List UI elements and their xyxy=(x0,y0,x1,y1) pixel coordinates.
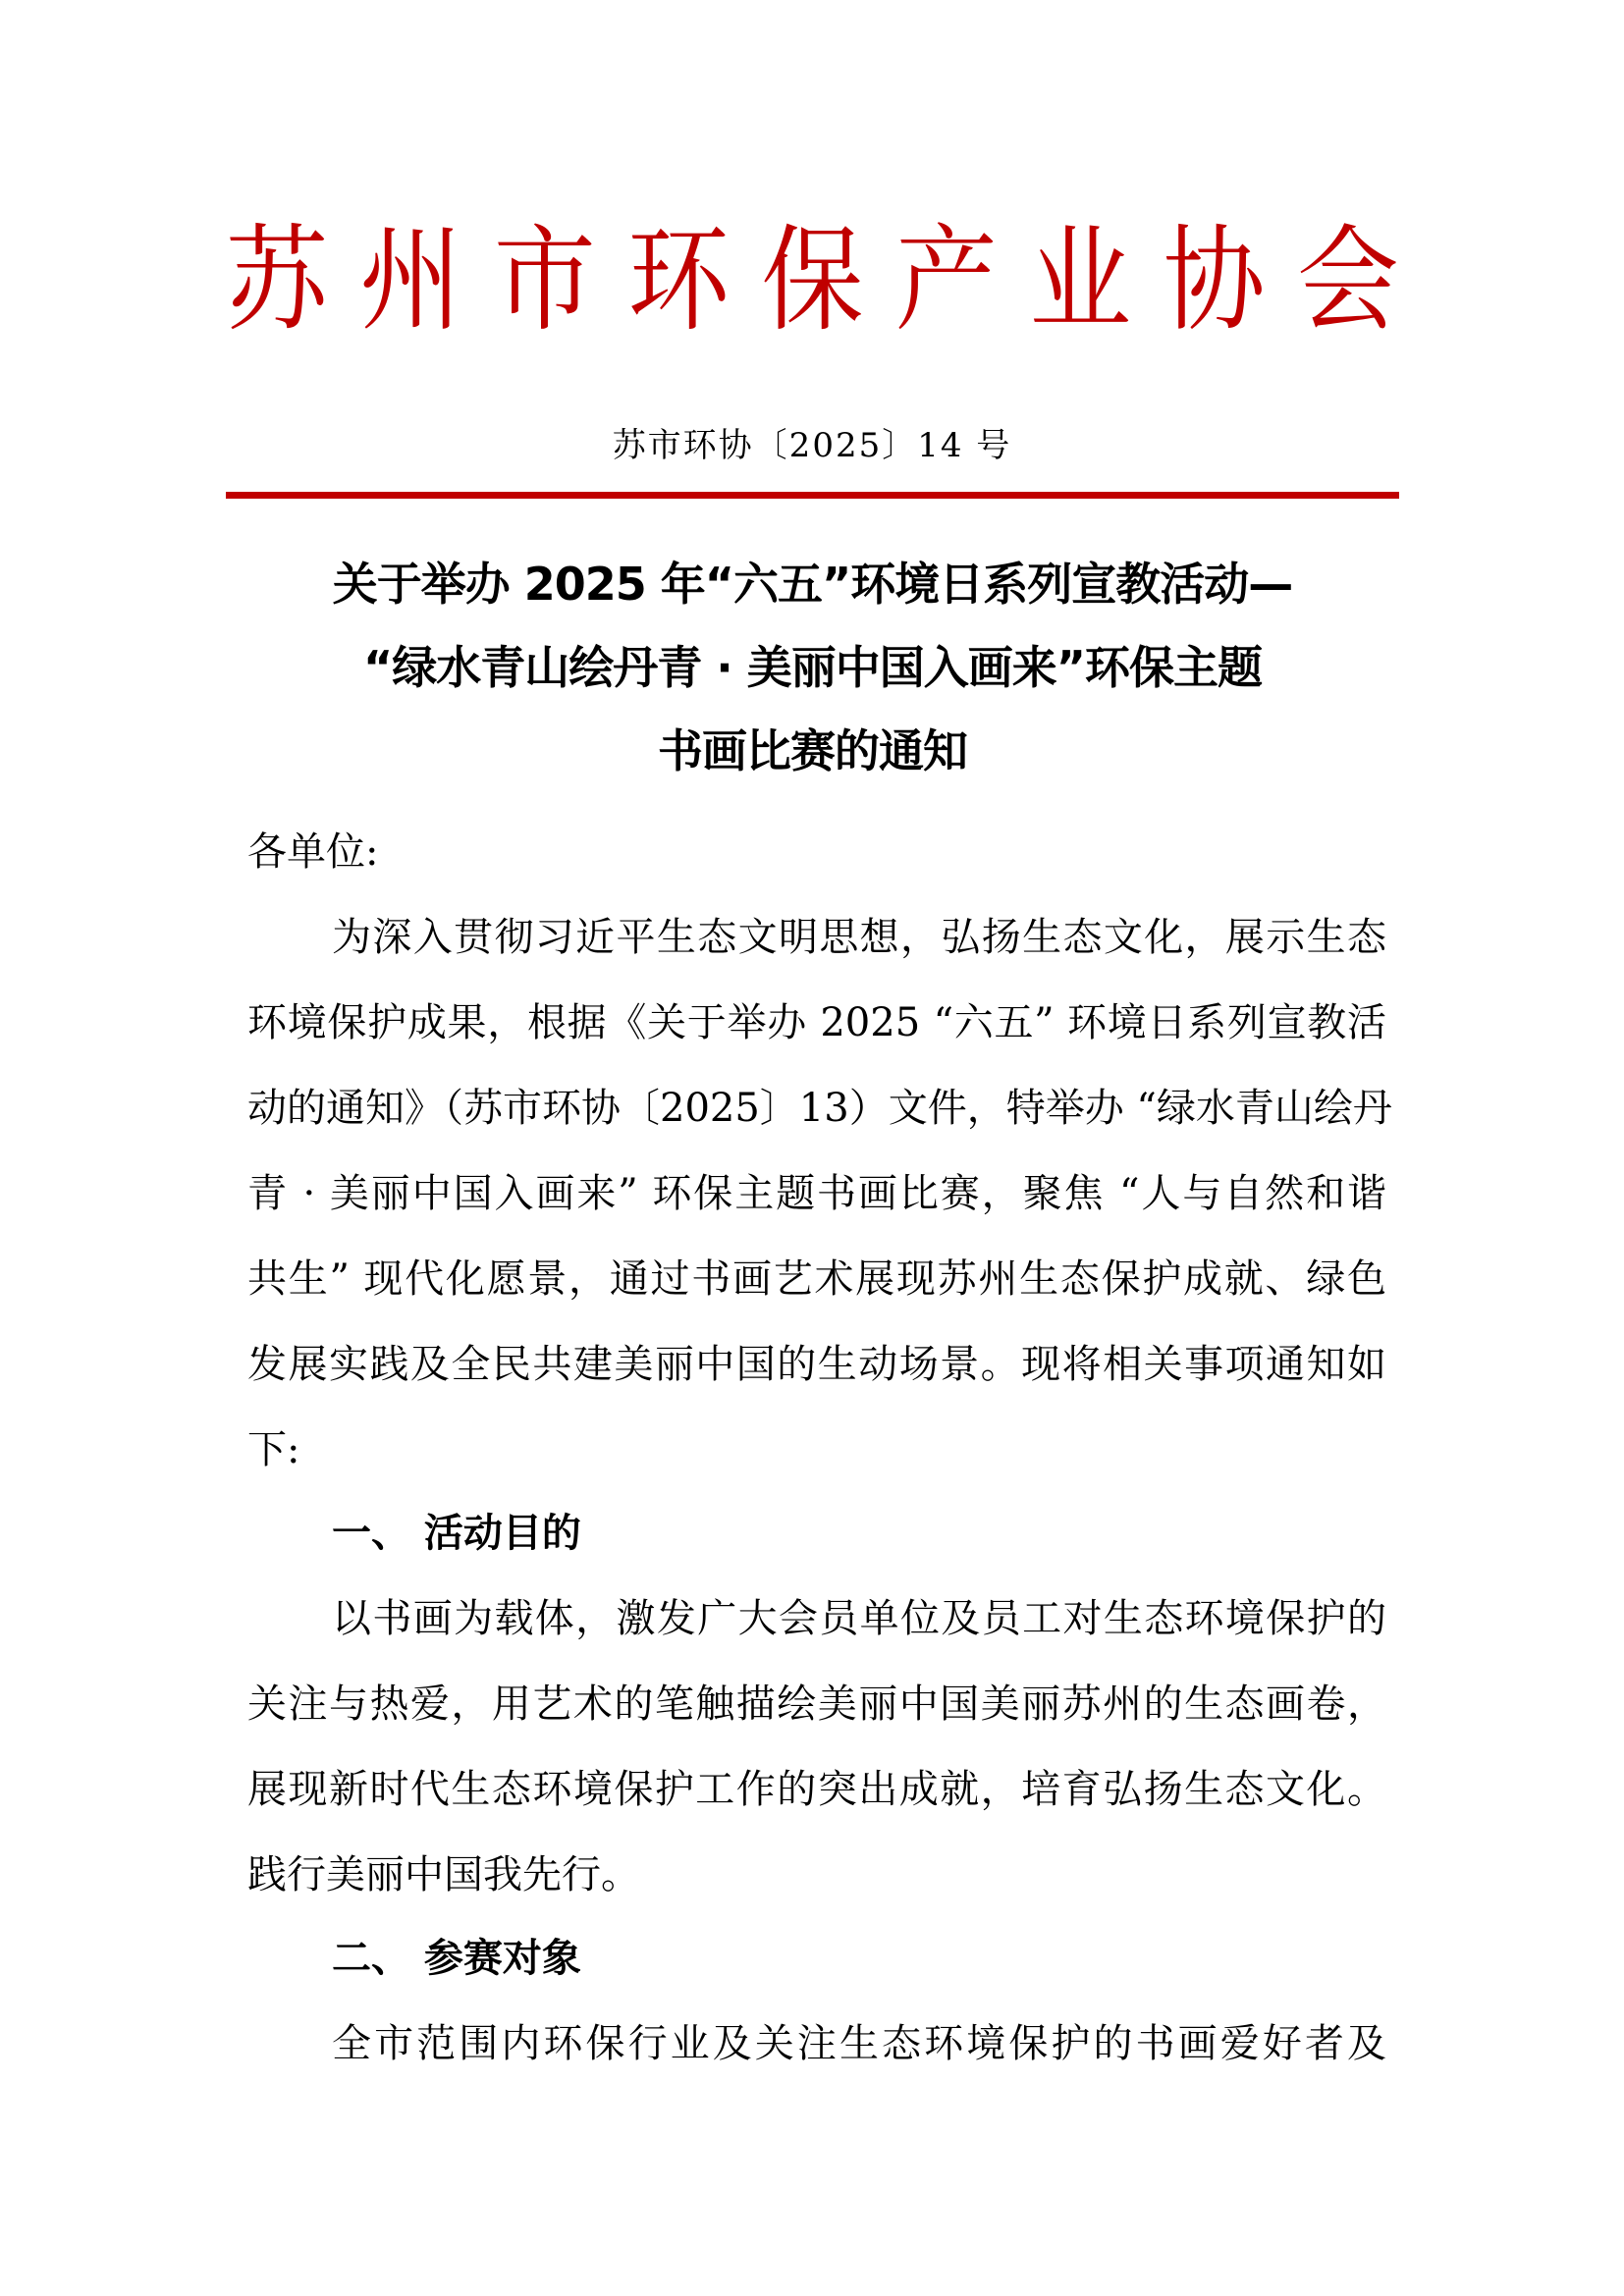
intro-paragraph-line: 共生” 现代化愿景，通过书画艺术展现苏州生态保护成就、绿色 xyxy=(247,1256,1386,1302)
organization-letterhead xyxy=(226,212,1399,347)
section-heading-participants: 二、 参赛对象 xyxy=(332,1936,581,1981)
letterhead-char: 州 xyxy=(359,212,462,347)
letterhead-char: 业 xyxy=(1029,212,1132,347)
section-paragraph-line: 践行美丽中国我先行。 xyxy=(247,1852,640,1897)
salutation: 各单位: xyxy=(247,829,379,875)
section-paragraph-line: 展现新时代生态环境保护工作的突出成就，培育弘扬生态文化。 xyxy=(247,1767,1386,1812)
letterhead-char: 市 xyxy=(493,212,596,347)
intro-paragraph-line: 下: xyxy=(247,1427,300,1472)
intro-paragraph-line: 为深入贯彻习近平生态文明思想，弘扬生态文化，展示生态 xyxy=(332,915,1386,960)
letterhead-char: 环 xyxy=(627,212,731,347)
document-title-line-1: 关于举办 2025 年“六五”环境日系列宣教活动— xyxy=(332,558,1293,611)
red-divider-rule xyxy=(226,492,1399,499)
document-title-line-3: 书画比赛的通知 xyxy=(658,724,967,777)
document-title-line-2: “绿水青山绘丹青 · 美丽中国入画来”环保主题 xyxy=(363,641,1262,694)
letterhead-char: 苏 xyxy=(226,212,329,347)
intro-paragraph-line: 发展实践及全民共建美丽中国的生动场景。现将相关事项通知如 xyxy=(247,1342,1386,1387)
section-heading-purpose: 一、 活动目的 xyxy=(332,1511,581,1556)
letterhead-char: 产 xyxy=(894,212,998,347)
intro-paragraph-line: 环境保护成果，根据《关于举办 2025 “六五” 环境日系列宣教活 xyxy=(247,1000,1386,1045)
section-paragraph-line: 以书画为载体，激发广大会员单位及员工对生态环境保护的 xyxy=(332,1596,1386,1641)
section-paragraph-line: 全市范围内环保行业及关注生态环境保护的书画爱好者及 xyxy=(332,2021,1386,2066)
letterhead-char: 协 xyxy=(1163,212,1266,347)
intro-paragraph-line: 动的通知》（苏市环协〔2025〕13）文件，特举办 “绿水青山绘丹 xyxy=(247,1086,1392,1131)
document-number: 苏市环协〔2025〕14 号 xyxy=(612,426,1012,465)
intro-paragraph-line: 青 · 美丽中国入画来” 环保主题书画比赛，聚焦 “人与自然和谐 xyxy=(247,1171,1386,1216)
letterhead-char: 保 xyxy=(761,212,864,347)
section-paragraph-line: 关注与热爱，用艺术的笔触描绘美丽中国美丽苏州的生态画卷， xyxy=(247,1682,1386,1727)
letterhead-char: 会 xyxy=(1296,212,1399,347)
